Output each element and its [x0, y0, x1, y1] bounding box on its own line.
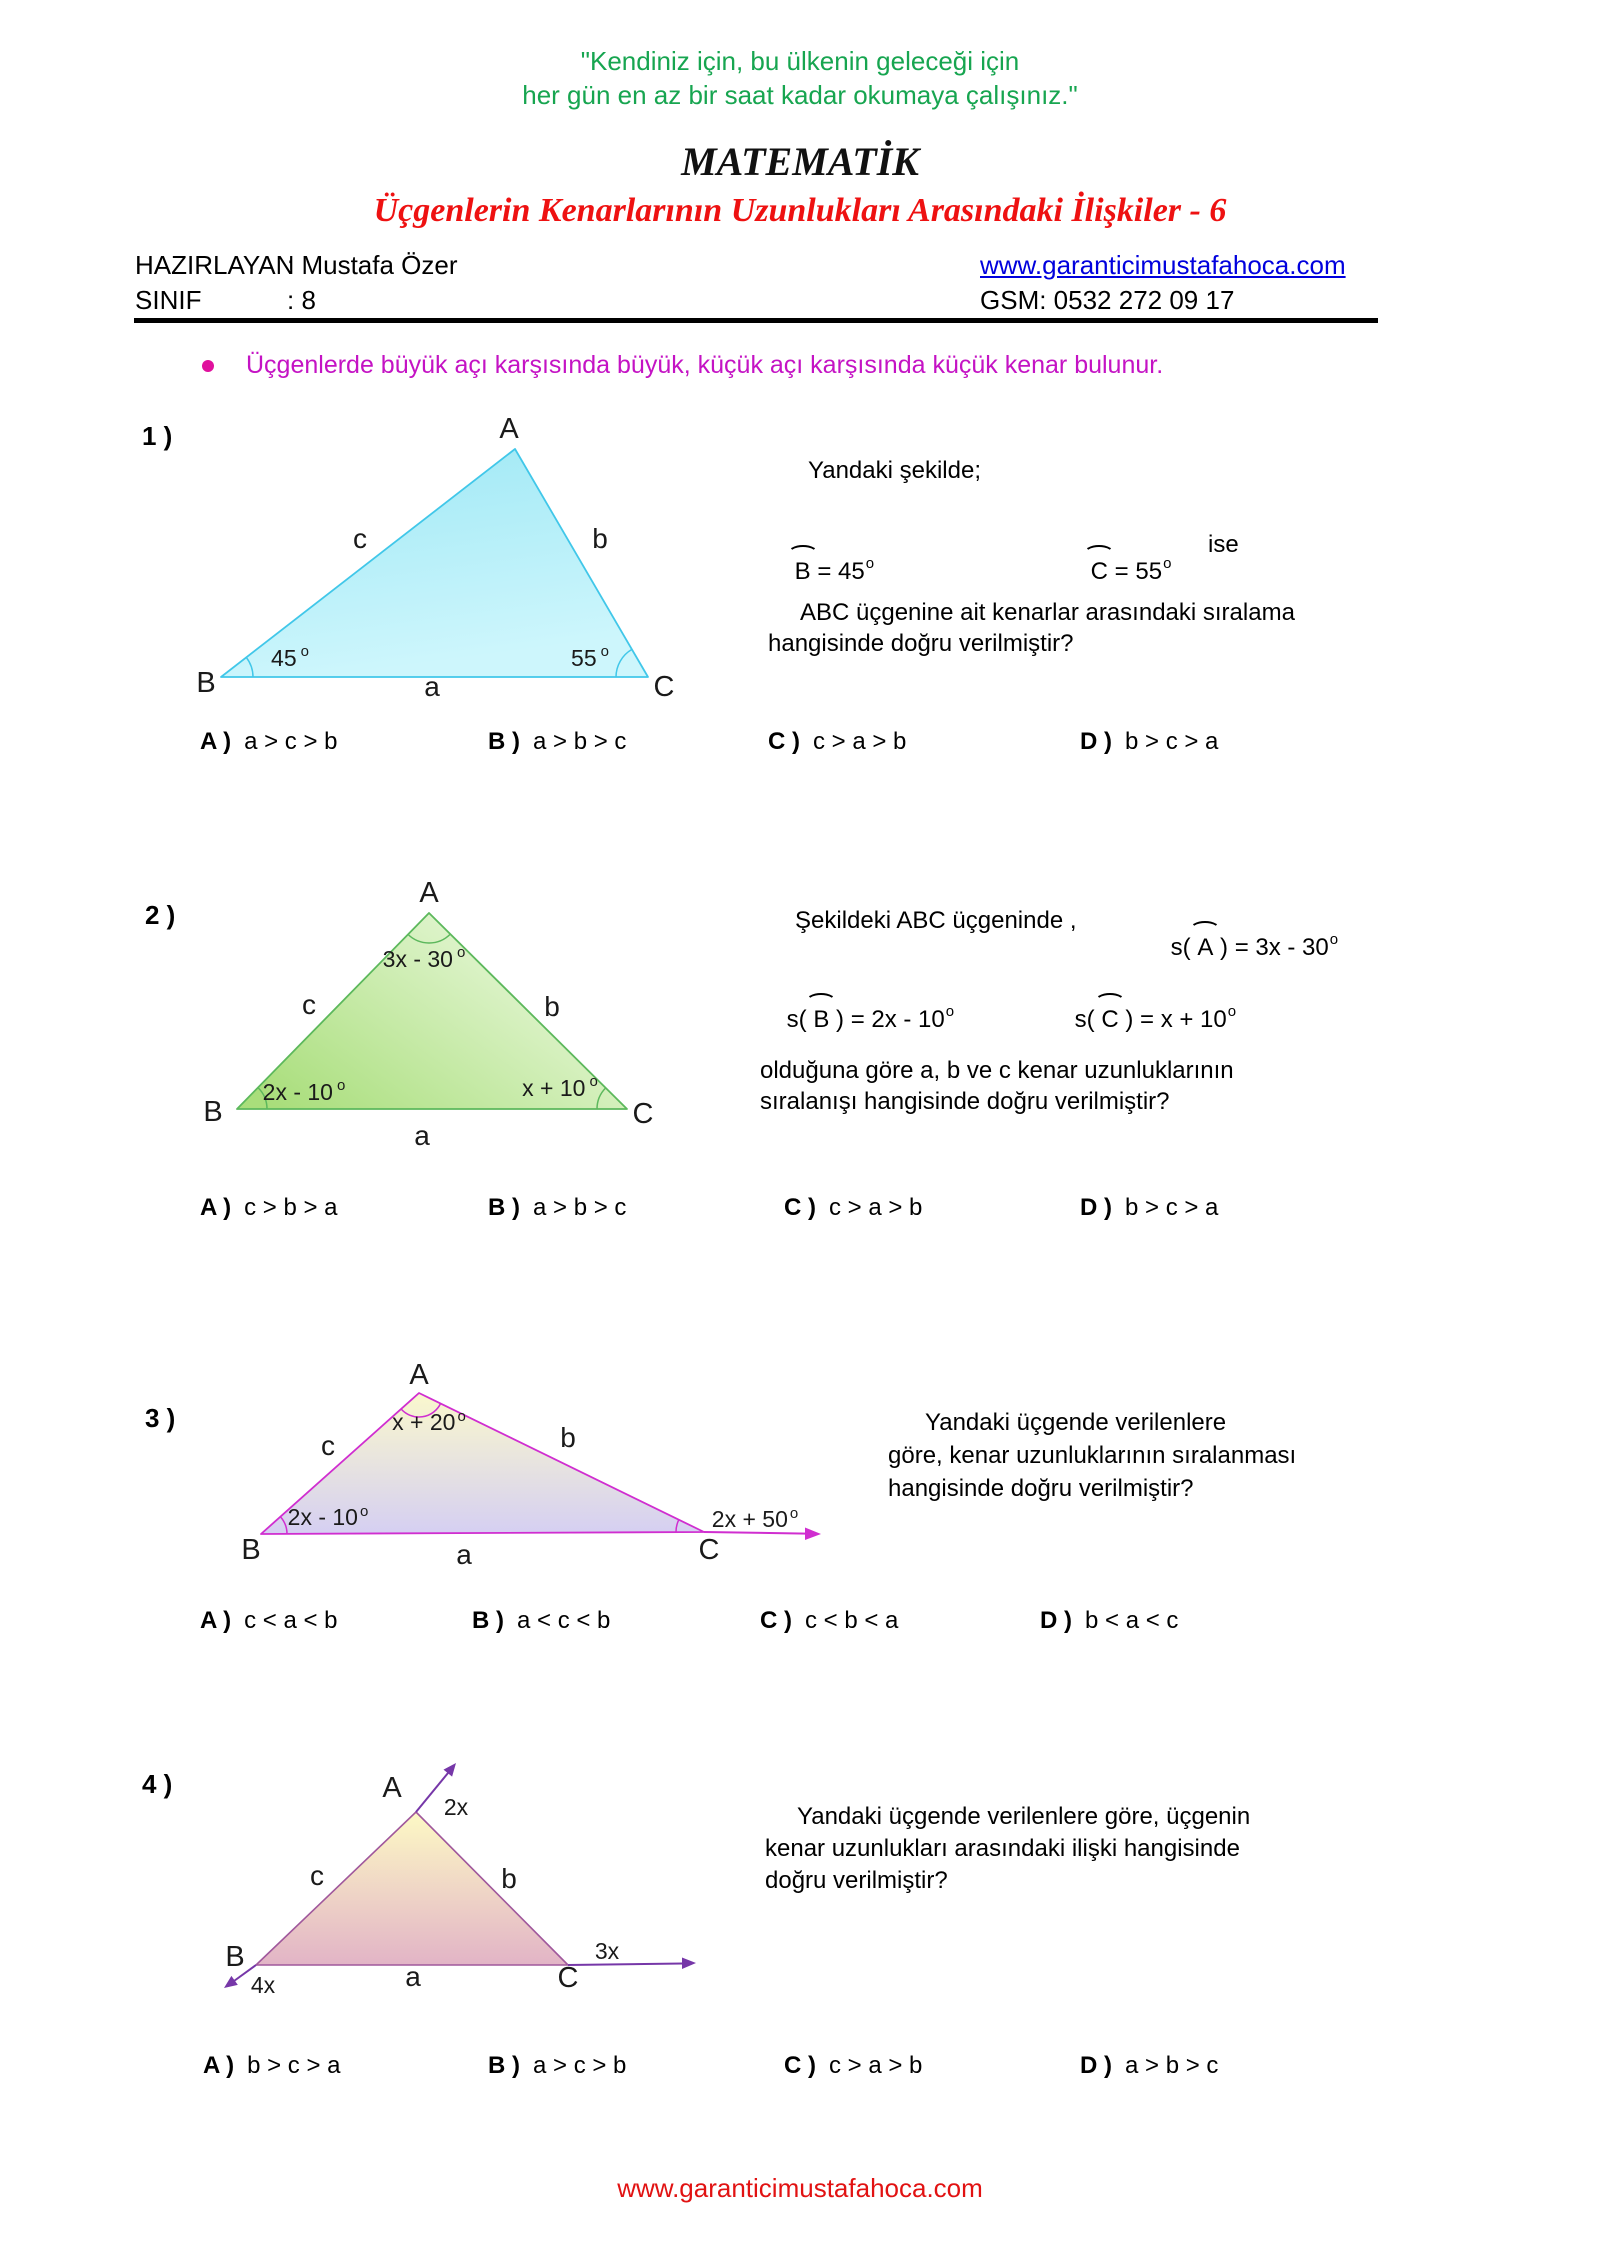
q2-option-d: D ) b > c > a [1080, 1194, 1219, 1221]
q2-equation-a: s( A ) = 3x - 30$^o$ [1170, 931, 1339, 961]
q4-exterior-angle-b-value: 4x [250, 1972, 276, 1998]
q3-option-b: B ) a < c < b [472, 1607, 611, 1634]
q2-vertex-c-label: C [632, 1098, 654, 1130]
q1-ise: ise [1208, 531, 1239, 558]
q2-options [0, 1194, 1600, 1234]
q4-vertex-c-label: C [557, 1962, 579, 1994]
q3-options [0, 1607, 1600, 1647]
q2-option-a: A ) c > b > a [200, 1194, 338, 1221]
q2-number: 2 ) [145, 900, 176, 930]
q4-number: 4 ) [142, 1769, 173, 1799]
q1-equation-c: $C = 55^o$ [1090, 555, 1172, 585]
q1-eq-angle-b: B [794, 558, 811, 585]
q3-vertex-c-label: C [698, 1534, 720, 1566]
q1-intro: Yandaki şekilde; [808, 457, 981, 484]
q3-vertex-b-label: B [241, 1534, 261, 1566]
q1-angle-c-value: 55 $^o$ [571, 643, 609, 671]
q3-triangle-diagram [150, 1355, 890, 1590]
q1-equation-b: $B = 45^o$ [794, 555, 875, 585]
q1-eq-angle-c: C [1090, 558, 1109, 585]
q3-option-a: A ) c < a < b [200, 1607, 338, 1634]
q4-exterior-angle-a-value: 2x [443, 1794, 469, 1820]
prepared-by-label: HAZIRLAYAN [135, 250, 295, 280]
q4-side-c-label: c [310, 1860, 324, 1891]
q4-triangle-shape [256, 1812, 568, 1965]
q2-triangle-diagram [140, 877, 700, 1160]
q2-eq-angle-b: B [813, 1006, 830, 1033]
prepared-by-value: : Mustafa Özer [287, 250, 458, 280]
q4-ray-a-arrowhead-icon [444, 1763, 457, 1777]
q3-number: 3 ) [145, 1403, 176, 1433]
class-value: : 8 [287, 285, 316, 315]
q2-eq-angle-c: C [1101, 1006, 1119, 1033]
q4-option-d: D ) a > b > c [1080, 2052, 1219, 2079]
q2-option-b: B ) a > b > c [488, 1194, 627, 1221]
footer-website: www.garanticimustafahoca.com [617, 2173, 983, 2203]
q3-vertex-a-label: A [409, 1359, 429, 1391]
q1-option-d: D ) b > c > a [1080, 728, 1219, 755]
q3-option-d: D ) b < a < c [1040, 1607, 1179, 1634]
q1-option-c: C ) c > a > b [768, 728, 907, 755]
q2-vertex-b-label: B [203, 1096, 223, 1128]
q4-ray-c-arrowhead-icon [682, 1958, 696, 1970]
q4-side-a-label: a [405, 1961, 421, 1992]
q1-number: 1 ) [142, 421, 173, 451]
q2-side-b-label: b [544, 991, 560, 1022]
gsm-number: GSM: 0532 272 09 17 [980, 285, 1235, 315]
prepared-by-row [135, 250, 458, 281]
q3-ray-c-arrowhead-icon [805, 1528, 821, 1541]
q3-side-b-label: b [560, 1422, 576, 1453]
q4-triangle-diagram [140, 1745, 760, 2045]
rule-note: Üçgenlerde büyük açı karşısında büyük, küçük açı karşısında küçük kenar bulunur. [246, 351, 1164, 379]
q4-option-c: C ) c > a > b [784, 2052, 923, 2079]
q4-vertex-a-label: A [382, 1772, 402, 1804]
q2-angle-a-value: 3x - 30 $^o$ [382, 944, 466, 972]
q1-triangle-diagram [140, 400, 700, 710]
q1-options [0, 728, 1600, 768]
q2-vertex-a-label: A [419, 877, 439, 909]
q3-option-c: C ) c < b < a [760, 1607, 899, 1634]
q3-side-c-label: c [321, 1430, 335, 1461]
q3-angle-b-value: 2x - 10 $^o$ [287, 1503, 369, 1530]
page-title: MATEMATİK [681, 139, 919, 184]
q1-vertex-c-label: C [653, 671, 675, 703]
q1-triangle-shape [221, 449, 648, 677]
q1-vertex-a-label: A [499, 413, 519, 445]
q4-exterior-angle-c-value: 3x [594, 1938, 620, 1964]
q2-equation-b: s( B ) = 2x - 10$^o$ [786, 1003, 955, 1033]
quote-line-2: her gün en az bir saat kadar okumaya çalışınız." [522, 80, 1078, 110]
bullet-icon [202, 360, 214, 372]
q4-option-b: B ) a > c > b [488, 2052, 627, 2079]
q4-side-b-label: b [501, 1863, 517, 1894]
quote-line-1: "Kendiniz için, bu ülkenin geleceği için [580, 46, 1020, 76]
q2-angle-c-value: x + 10 $^o$ [522, 1073, 598, 1101]
q4-ray-c [568, 1964, 683, 1966]
q2-side-a-label: a [414, 1120, 430, 1151]
q1-vertex-b-label: B [196, 667, 216, 699]
q1-side-b-label: b [592, 523, 608, 554]
worksheet-subtitle: Üçgenlerin Kenarlarının Uzunlukları Arasındaki İlişkiler - 6 [373, 192, 1227, 229]
q2-equation-c: s( C ) = $x + 10^o$ [1074, 1003, 1237, 1033]
q1-angle-b-value: 45 $^o$ [271, 643, 309, 671]
q4-question-text: Yandaki üçgende verilenlere göre, üçgenin kenar uzunlukları arasındaki ilişki hangisinde doğru verilmiştir? [765, 1803, 1251, 1894]
q1-question-text: ABC üçgenine ait kenarlar arasındaki sıralama hangisinde doğru verilmiştir? [768, 599, 1295, 657]
q2-angle-b-value: 2x - 10 $^o$ [262, 1077, 346, 1105]
q1-option-b: B ) a > b > c [488, 728, 627, 755]
class-label: SINIF [135, 285, 202, 315]
motivational-quote [30, 44, 1570, 112]
q2-intro: Şekildeki ABC üçgeninde , [795, 907, 1077, 934]
q3-question-text: Yandaki üçgende verilenlere göre, kenar uzunluklarının sıralanması hangisinde doğru verilmiştir? [888, 1409, 1297, 1502]
class-row [135, 285, 316, 316]
q3-side-a-label: a [456, 1539, 472, 1570]
website-link[interactable]: www.garanticimustafahoca.com [980, 250, 1346, 280]
q4-option-a: A ) b > c > a [203, 2052, 341, 2079]
q1-option-a: A ) a > c > b [200, 728, 338, 755]
q1-side-c-label: c [353, 523, 367, 554]
q4-ray-b-arrowhead-icon [224, 1976, 238, 1988]
q2-question-text: olduğuna göre a, b ve c kenar uzunluklarının sıralanışı hangisinde doğru verilmiştir? [760, 1057, 1234, 1115]
q1-side-a-label: a [424, 671, 440, 702]
q4-vertex-b-label: B [225, 1941, 245, 1973]
q3-angle-a-value: x + 20 $^o$ [392, 1408, 466, 1435]
header-divider [134, 318, 1378, 323]
q4-options [0, 2052, 1600, 2092]
q2-side-c-label: c [302, 989, 316, 1020]
q2-eq-angle-a: A [1197, 934, 1214, 961]
q3-exterior-angle-c-value: 2x + 50 $^o$ [711, 1505, 799, 1532]
q2-option-c: C ) c > a > b [784, 1194, 923, 1221]
